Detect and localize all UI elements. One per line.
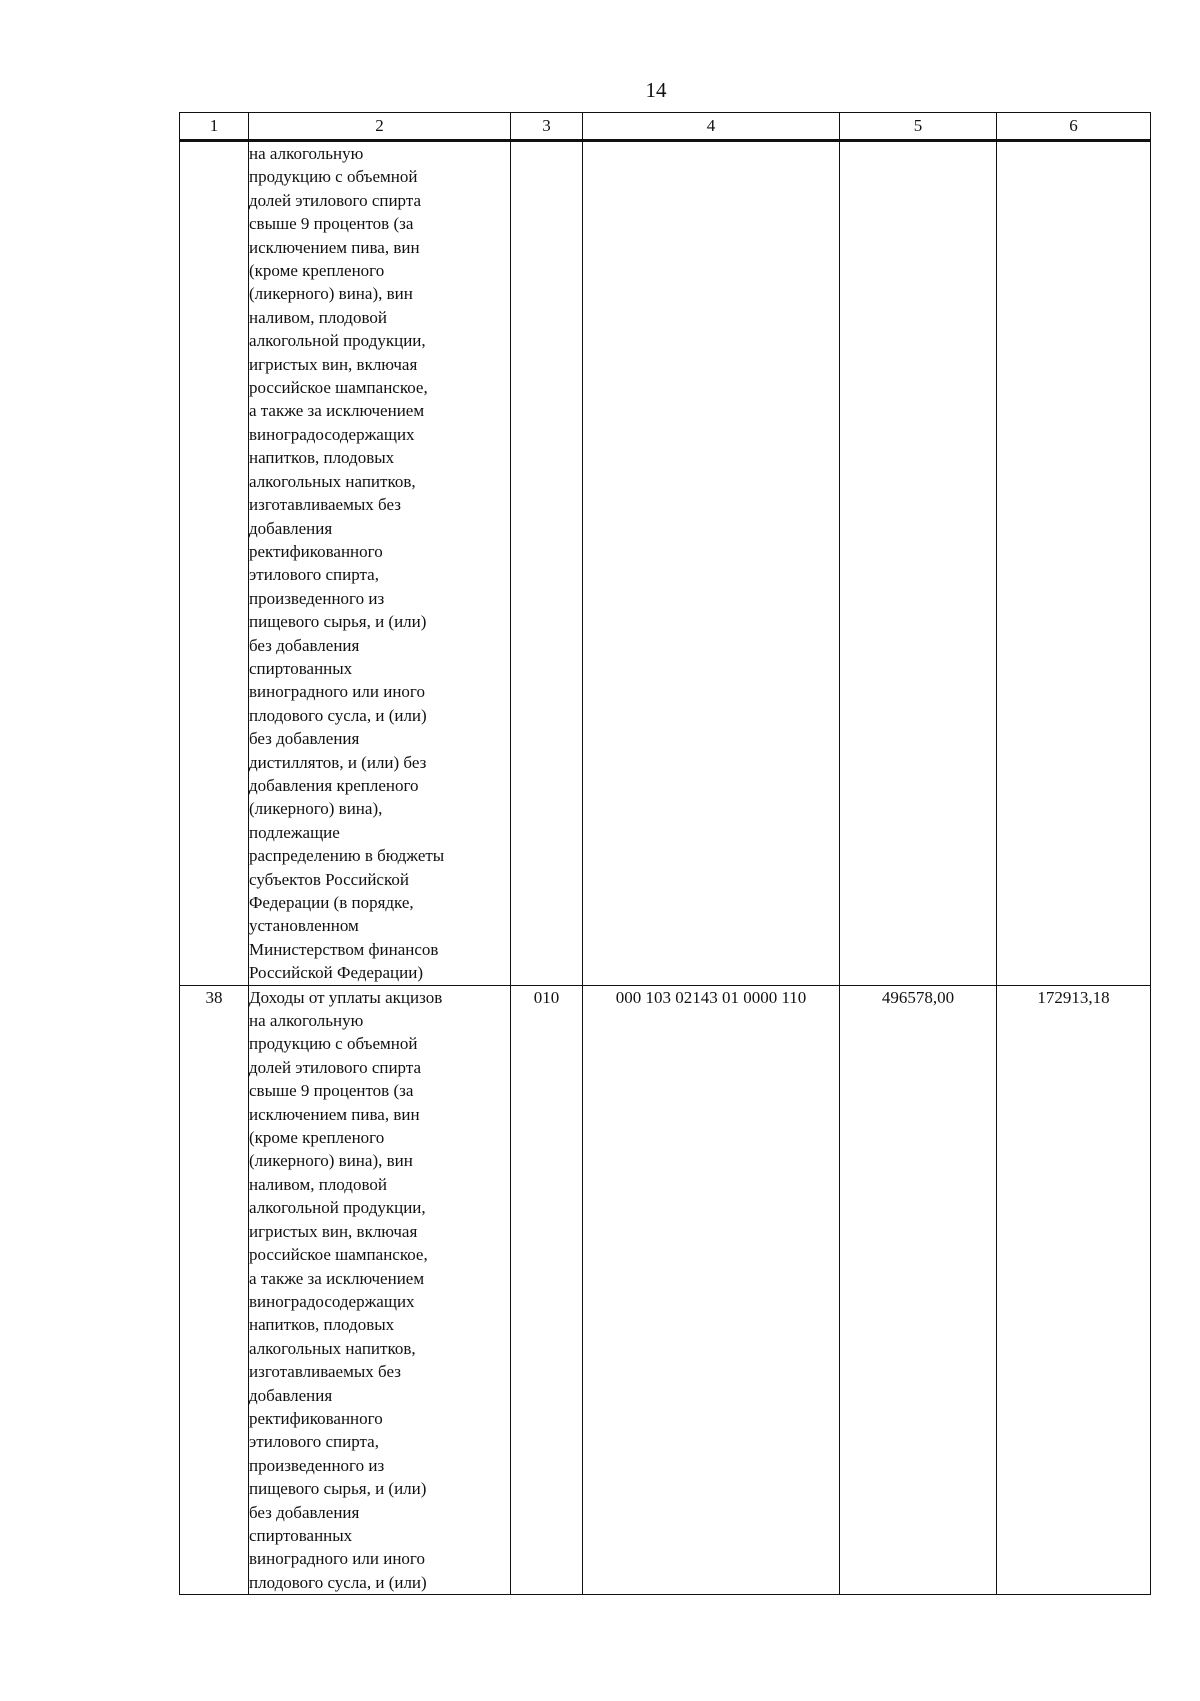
classification-code-cell: 000 103 02143 01 0000 110: [583, 985, 840, 1595]
plan-value-cell: 496578,00: [840, 985, 997, 1595]
column-header: 6: [997, 113, 1151, 141]
code-cell: [511, 141, 583, 986]
column-header: 5: [840, 113, 997, 141]
code-cell: 010: [511, 985, 583, 1595]
column-header: 3: [511, 113, 583, 141]
plan-value-cell: [840, 141, 997, 986]
page-number: 14: [645, 78, 667, 102]
table-row: [180, 141, 1151, 986]
column-header: 2: [249, 113, 511, 141]
column-header: 4: [583, 113, 840, 141]
classification-code-cell: [583, 141, 840, 986]
description-cell: на алкогольную продукцию с объемной долей этилового спирта свыше 9 процентов (за исключением пива, вин (кроме крепленого (ликерного) вина), вин наливом, плодовой алкогольной продукции, игристых вин, включая российское шампанское, а также за исключением виноградосодержащих напитков, плодовых алкогольных напитков, изготавливаемых без добавления ректификованного этилового спирта, произведенного из пищевого сырья, и (или) без добавления спиртованных виноградного или иного плодового сусла, и (или) без добавления дистиллятов, и (или) без добавления крепленого (ликерного) вина), подлежащие распределению в бюджеты субъектов Российской Федерации (в порядке, установленном Министерством финансов Российской Федерации): [249, 141, 511, 986]
row-number-cell: 38: [180, 985, 249, 1595]
table-header-row: [180, 113, 1151, 141]
table-row: [180, 985, 1151, 1595]
actual-value-cell: [997, 141, 1151, 986]
actual-value-cell: 172913,18: [997, 985, 1151, 1595]
description-cell: Доходы от уплаты акцизов на алкогольную продукцию с объемной долей этилового спирта свыше 9 процентов (за исключением пива, вин (кроме крепленого (ликерного) вина), вин наливом, плодовой алкогольной продукции, игристых вин, включая российское шампанское, а также за исключением виноградосодержащих напитков, плодовых алкогольных напитков, изготавливаемых без добавления ректификованного этилового спирта, произведенного из пищевого сырья, и (или) без добавления спиртованных виноградного или иного плодового сусла, и (или): [249, 985, 511, 1595]
revenue-table: [179, 112, 1151, 1595]
row-number-cell: [180, 141, 249, 986]
column-header: 1: [180, 113, 249, 141]
